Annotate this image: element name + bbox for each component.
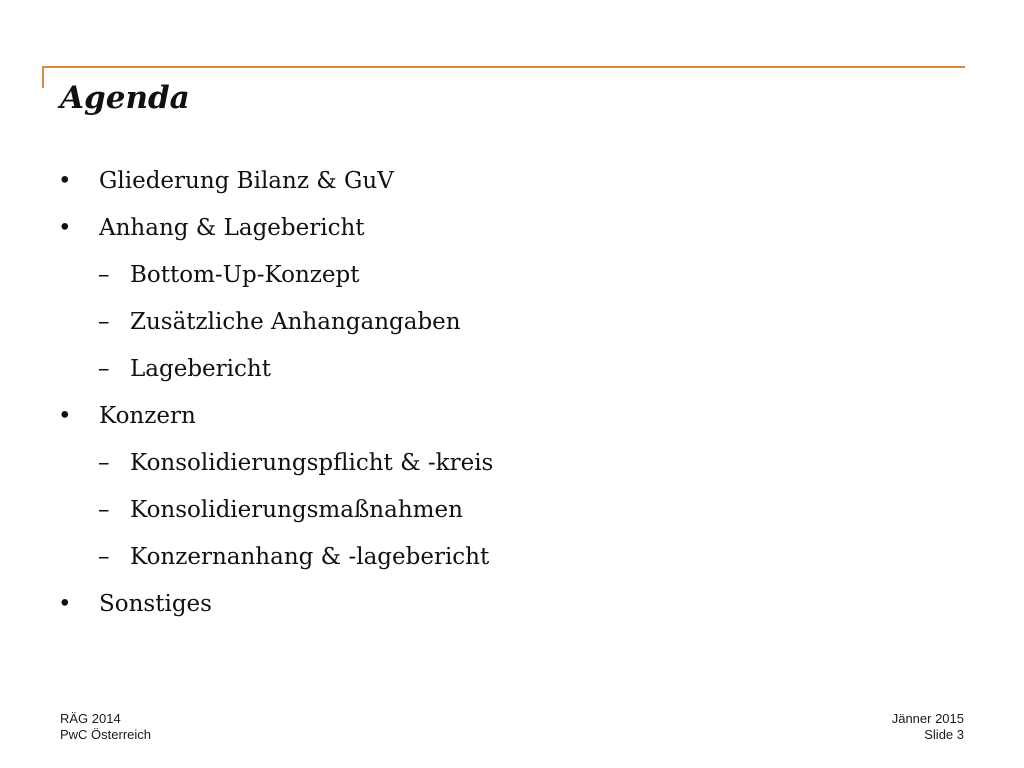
footer-right: [892, 711, 964, 743]
agenda-item: [0, 205, 1024, 252]
agenda-subitem: [0, 534, 1024, 581]
agenda-subitem: [0, 346, 1024, 393]
dash-marker: –: [98, 262, 110, 288]
agenda-subitem-text: Konzernanhang & -lagebericht: [130, 544, 490, 570]
agenda-list: [0, 158, 1024, 628]
footer-date: Jänner 2015: [891, 711, 964, 726]
agenda-item-text: Konzern: [99, 403, 196, 429]
agenda-subitem-text: Bottom-Up-Konzept: [130, 262, 360, 288]
accent-rule-vertical: [42, 66, 44, 88]
dash-marker: –: [98, 356, 110, 382]
agenda-subitem: [0, 440, 1024, 487]
footer-left: [60, 711, 151, 743]
bullet-marker: •: [58, 591, 72, 617]
agenda-item-text: Gliederung Bilanz & GuV: [99, 168, 394, 194]
bullet-marker: •: [58, 215, 72, 241]
bullet-marker: •: [58, 168, 72, 194]
footer-company: PwC Österreich: [60, 727, 152, 742]
footer-project: RÄG 2014: [60, 711, 121, 726]
agenda-item: [0, 393, 1024, 440]
slide-title: Agenda: [60, 80, 190, 116]
agenda-subitem-text: Zusätzliche Anhangangaben: [130, 309, 461, 335]
agenda-item: [0, 581, 1024, 628]
agenda-subitem-text: Lagebericht: [130, 356, 271, 382]
dash-marker: –: [98, 544, 110, 570]
agenda-item-text: Sonstiges: [99, 591, 212, 617]
bullet-marker: •: [58, 403, 72, 429]
agenda-subitem-text: Konsolidierungsmaßnahmen: [130, 497, 463, 523]
dash-marker: –: [98, 309, 110, 335]
dash-marker: –: [98, 450, 110, 476]
accent-rule-horizontal: [42, 66, 965, 68]
agenda-item: [0, 158, 1024, 205]
agenda-subitem-text: Konsolidierungspflicht & -kreis: [130, 450, 494, 476]
agenda-item-text: Anhang & Lagebericht: [99, 215, 365, 241]
footer-slide-number: Slide 3: [924, 727, 964, 742]
agenda-subitem: [0, 252, 1024, 299]
agenda-subitem: [0, 299, 1024, 346]
agenda-subitem: [0, 487, 1024, 534]
dash-marker: –: [98, 497, 110, 523]
